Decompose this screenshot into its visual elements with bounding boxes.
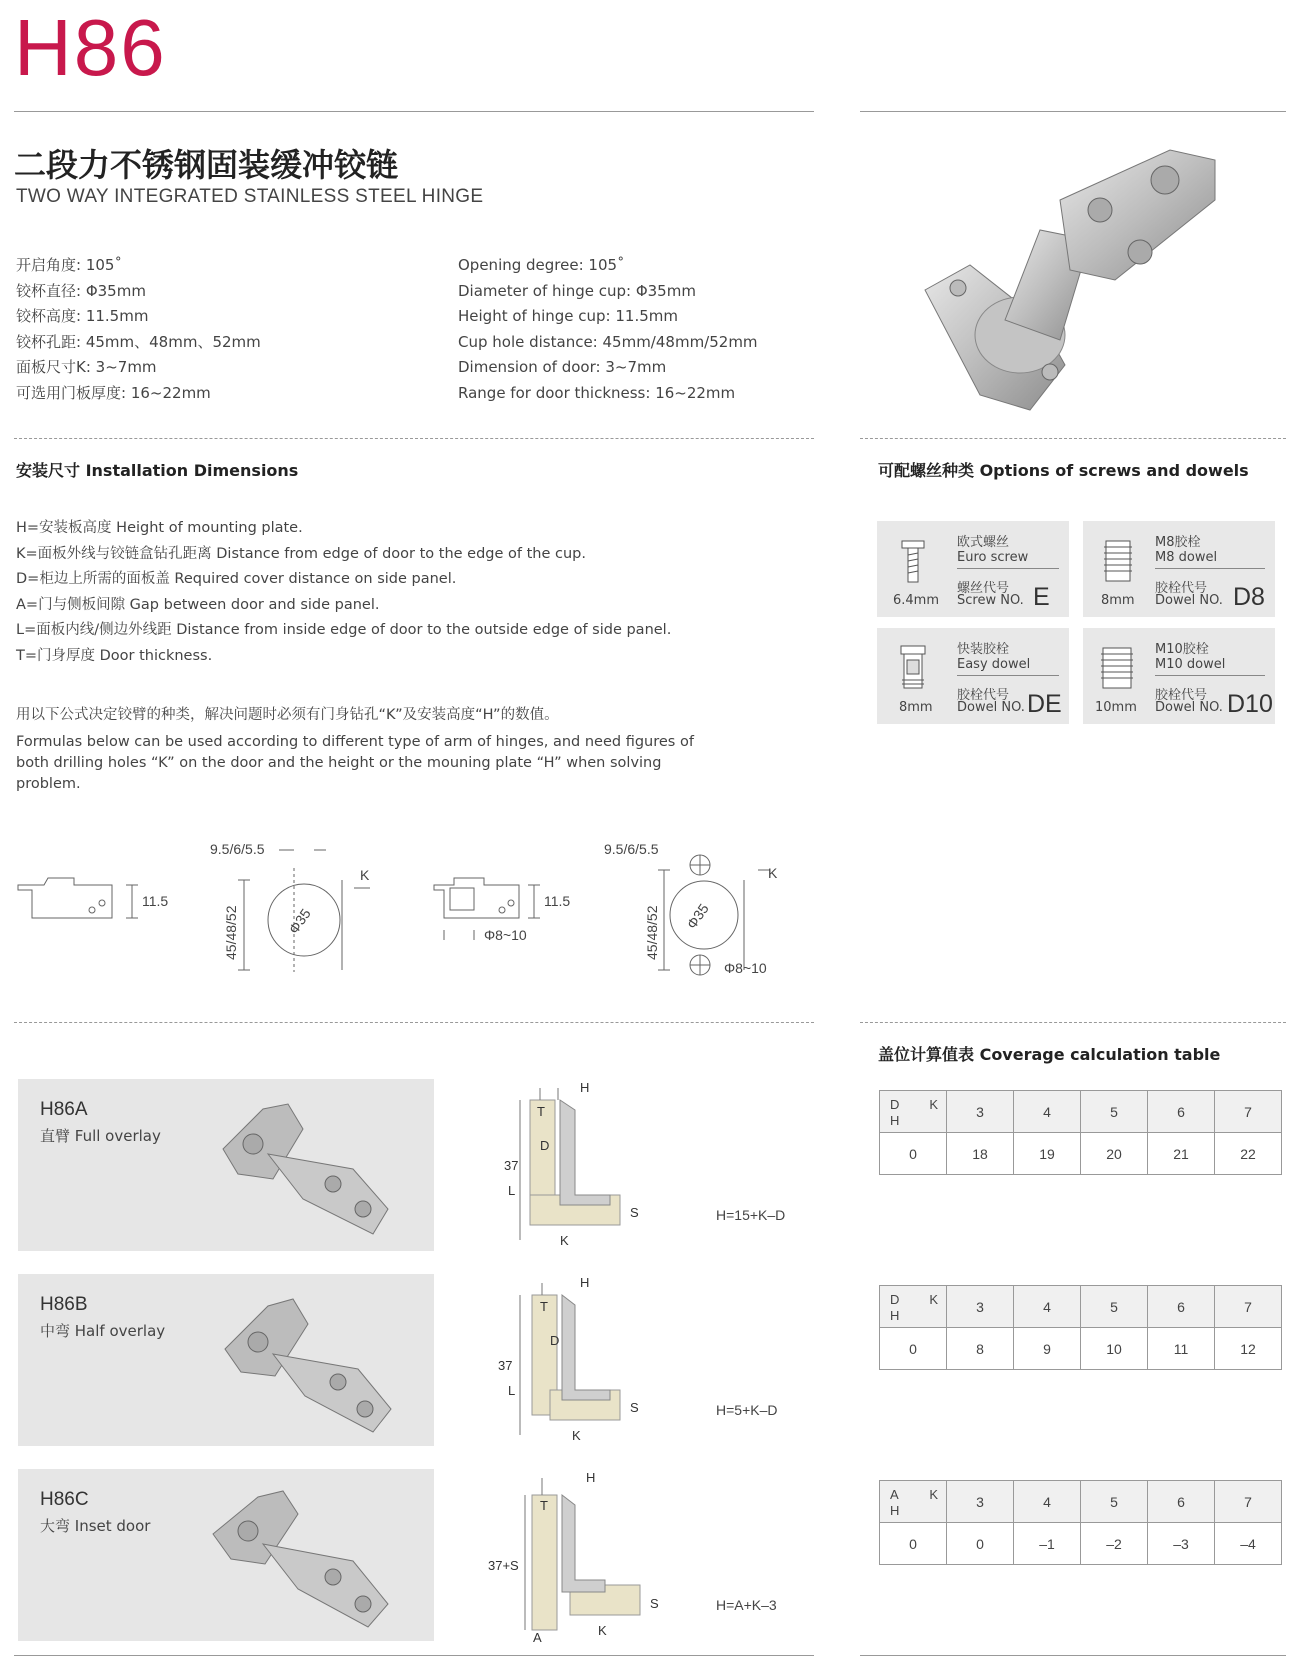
- definition-line: H=安装板高度 Height of mounting plate.: [16, 520, 303, 536]
- screw-code: D8: [1233, 583, 1265, 611]
- definition-line: K=面板外线与铰链盒钻孔距离 Distance from edge of door to the edge of the cup.: [16, 545, 586, 562]
- hinge-b-image: [213, 1284, 413, 1434]
- screw-name-cn: 欧式螺丝: [957, 535, 1010, 550]
- screw-name-en: M10 dowel: [1155, 657, 1226, 672]
- label-l: L: [508, 1383, 516, 1398]
- definition-line: A=门与侧板间隙 Gap between door and side panel.: [16, 596, 380, 613]
- k-value: 3: [947, 1286, 1014, 1328]
- h-value: 20: [1081, 1133, 1148, 1175]
- m8-dowel-icon: [1101, 539, 1135, 585]
- h-value: –4: [1215, 1523, 1282, 1565]
- corner-row-label: D: [890, 1292, 900, 1307]
- screw-card-easy: [877, 628, 1069, 724]
- k-value: 7: [1215, 1481, 1282, 1523]
- screw-card-m10: [1083, 628, 1275, 724]
- label-37: 37: [504, 1158, 519, 1173]
- dim-k-1: K: [360, 867, 370, 883]
- label-h: H: [580, 1275, 590, 1290]
- easy-dowel-icon: [897, 644, 929, 694]
- h-value: 21: [1148, 1133, 1215, 1175]
- title-cn: 二段力不锈钢固装缓冲铰链: [14, 146, 399, 184]
- label-37: 37: [498, 1358, 513, 1373]
- table-corner: [880, 1091, 947, 1133]
- screw-name-en: Euro screw: [957, 550, 1029, 565]
- screw-code-label-en: Screw NO.: [957, 593, 1024, 608]
- screw-code-label-en: Dowel NO.: [957, 700, 1025, 715]
- dash-rule-2-left: [14, 1022, 814, 1023]
- h-value: 12: [1215, 1328, 1282, 1370]
- screw-name-cn: M8胶栓: [1155, 535, 1201, 550]
- formula-c: H=A+K–3: [716, 1597, 777, 1613]
- variant-card-h86b: [18, 1274, 434, 1446]
- table-row: [880, 1523, 1282, 1565]
- screw-size: 10mm: [1095, 700, 1137, 715]
- label-t: T: [540, 1299, 548, 1314]
- dim-dowel-2: Φ8~10: [724, 960, 767, 976]
- variant-code: H86C: [40, 1489, 89, 1510]
- screw-code-label-cn: 胶栓代号: [1155, 581, 1208, 596]
- install-heading: 安装尺寸 Installation Dimensions: [16, 461, 299, 480]
- k-value: 4: [1014, 1286, 1081, 1328]
- spec-en-line: Opening degree: 105˚: [458, 256, 625, 274]
- variant-code: H86A: [40, 1099, 88, 1120]
- spec-en-line: Cup hole distance: 45mm/48mm/52mm: [458, 332, 758, 351]
- label-h: H: [580, 1080, 590, 1095]
- spec-cn-line: 可选用门板厚度: 16~22mm: [16, 383, 211, 402]
- h-value: 0: [947, 1523, 1014, 1565]
- label-d: D: [540, 1138, 550, 1153]
- corner-row-label: A: [890, 1487, 899, 1502]
- specs-cn: [16, 253, 261, 406]
- label-s: S: [650, 1596, 659, 1611]
- label-k: K: [560, 1233, 569, 1248]
- h-value: 10: [1081, 1328, 1148, 1370]
- corner-k-label: K: [929, 1292, 938, 1307]
- dash-rule-1-left: [14, 438, 814, 439]
- h-value: –1: [1014, 1523, 1081, 1565]
- label-k: K: [598, 1623, 607, 1638]
- hinge-c-image: [203, 1479, 413, 1629]
- label-t: T: [540, 1498, 548, 1513]
- screw-card-euro: [877, 521, 1069, 617]
- row-label-value: 0: [880, 1523, 947, 1565]
- spec-en-line: Range for door thickness: 16~22mm: [458, 383, 736, 402]
- screw-code-label-en: Dowel NO.: [1155, 700, 1223, 715]
- screw-code: D10: [1227, 690, 1273, 718]
- k-value: 3: [947, 1481, 1014, 1523]
- k-value: 5: [1081, 1091, 1148, 1133]
- spec-en-line: Dimension of door: 3~7mm: [458, 358, 667, 376]
- formula-note-cn: 用以下公式决定铰臂的种类，解决问题时必须有门身钻孔“K”及安装高度“H”的数值。: [16, 707, 559, 723]
- table-header-row: [880, 1091, 1282, 1133]
- corner-h-label: H: [890, 1308, 900, 1323]
- k-value: 5: [1081, 1481, 1148, 1523]
- row-label-value: 0: [880, 1328, 947, 1370]
- variant-code: H86B: [40, 1294, 88, 1315]
- k-value: 4: [1014, 1091, 1081, 1133]
- install-definitions: [16, 516, 671, 669]
- euro-screw-icon: [899, 539, 927, 585]
- dim-hole-distance-1: 45/48/52: [223, 905, 239, 960]
- label-l: L: [508, 1183, 516, 1198]
- dim-hole-distance-2: 45/48/52: [644, 905, 660, 960]
- dash-rule-2-right: [860, 1022, 1286, 1023]
- k-value: 6: [1148, 1481, 1215, 1523]
- bottom-rule-left: [14, 1655, 814, 1656]
- table-corner: [880, 1286, 947, 1328]
- variant-label: 直臂 Full overlay: [40, 1127, 161, 1145]
- screw-card-m8: [1083, 521, 1275, 617]
- spec-en-line: Height of hinge cup: 11.5mm: [458, 307, 678, 325]
- corner-h-label: H: [890, 1503, 900, 1518]
- table-header-row: [880, 1286, 1282, 1328]
- label-a: A: [533, 1630, 542, 1645]
- label-s: S: [630, 1400, 639, 1415]
- screw-code-label-cn: 胶栓代号: [1155, 688, 1208, 703]
- spec-cn-line: 铰杯高度: 11.5mm: [16, 307, 149, 325]
- formula-b: H=5+K–D: [716, 1402, 778, 1418]
- dash-rule-1-right: [860, 438, 1286, 439]
- definition-line: T=门身厚度 Door thickness.: [16, 647, 213, 664]
- coverage-table-c: [879, 1480, 1282, 1565]
- coverage-heading: 盖位计算值表 Coverage calculation table: [878, 1045, 1221, 1064]
- label-k: K: [572, 1428, 581, 1443]
- screw-code: DE: [1027, 690, 1062, 718]
- top-rule-left: [14, 111, 814, 112]
- label-37s: 37+S: [488, 1558, 519, 1573]
- screw-name-en: M8 dowel: [1155, 550, 1218, 565]
- variant-card-h86a: [18, 1079, 434, 1251]
- h-value: –2: [1081, 1523, 1148, 1565]
- specs-en: [458, 253, 758, 406]
- table-row: [880, 1133, 1282, 1175]
- hinge-a-image: [213, 1089, 413, 1239]
- top-rule-right: [860, 111, 1286, 112]
- m10-dowel-icon: [1099, 646, 1135, 692]
- h-value: 19: [1014, 1133, 1081, 1175]
- coverage-table-a: [879, 1090, 1282, 1175]
- k-value: 4: [1014, 1481, 1081, 1523]
- row-label-value: 0: [880, 1133, 947, 1175]
- k-value: 3: [947, 1091, 1014, 1133]
- card-divider: [957, 568, 1059, 569]
- screw-name-cn: M10胶栓: [1155, 642, 1209, 657]
- coverage-table-b: [879, 1285, 1282, 1370]
- model-code: H86: [14, 3, 167, 92]
- dim-diameter-2: Φ35: [683, 900, 712, 932]
- k-value: 5: [1081, 1286, 1148, 1328]
- card-divider: [957, 675, 1059, 676]
- definition-line: D=柜边上所需的面板盖 Required cover distance on side panel.: [16, 571, 457, 587]
- dim-diameter-1: Φ35: [285, 905, 314, 937]
- variant-label: 大弯 Inset door: [40, 1517, 151, 1535]
- corner-row-label: D: [890, 1097, 900, 1112]
- h-value: 8: [947, 1328, 1014, 1370]
- formula-a: H=15+K–D: [716, 1207, 786, 1223]
- card-divider: [1155, 675, 1265, 676]
- corner-k-label: K: [929, 1487, 938, 1502]
- dim-k-2: K: [768, 865, 778, 881]
- variant-card-h86c: [18, 1469, 434, 1641]
- dim-cup-height-2: 11.5: [544, 893, 571, 909]
- h-value: 18: [947, 1133, 1014, 1175]
- dim-offset-1: 9.5/6/5.5: [210, 841, 265, 857]
- screw-code: E: [1033, 583, 1050, 611]
- dim-dowel-1: Φ8~10: [484, 927, 527, 943]
- diagram-half-overlay: [480, 1275, 680, 1445]
- spec-cn-line: 面板尺寸K: 3~7mm: [16, 358, 157, 376]
- corner-k-label: K: [929, 1097, 938, 1112]
- table-header-row: [880, 1481, 1282, 1523]
- h-value: 9: [1014, 1328, 1081, 1370]
- bottom-rule-right: [860, 1655, 1286, 1656]
- definition-line: L=面板内线/侧边外线距 Distance from inside edge of door to the outside edge of side panel.: [16, 622, 672, 638]
- install-dimension-diagrams: [14, 830, 814, 990]
- label-s: S: [630, 1205, 639, 1220]
- k-value: 7: [1215, 1286, 1282, 1328]
- table-corner: [880, 1481, 947, 1523]
- k-value: 7: [1215, 1091, 1282, 1133]
- table-row: [880, 1328, 1282, 1370]
- label-t: T: [537, 1104, 545, 1119]
- card-divider: [1155, 568, 1265, 569]
- h-value: –3: [1148, 1523, 1215, 1565]
- screw-code-label-en: Dowel NO.: [1155, 593, 1223, 608]
- label-d: D: [550, 1333, 560, 1348]
- k-value: 6: [1148, 1091, 1215, 1133]
- spec-en-line: Diameter of hinge cup: Φ35mm: [458, 281, 696, 300]
- spec-cn-line: 铰杯直径: Φ35mm: [16, 281, 146, 300]
- screw-name-cn: 快装胶栓: [957, 642, 1010, 657]
- screw-size: 8mm: [899, 700, 933, 715]
- k-value: 6: [1148, 1286, 1215, 1328]
- formula-note-en: Formulas below can be used according to different type of arm of hinges, and need figures of both drilling holes “K” on the door and the height or the mouning plate “H” when solving problem.: [16, 734, 694, 792]
- diagram-full-overlay: [480, 1080, 680, 1250]
- screw-size: 6.4mm: [893, 593, 940, 608]
- spec-cn-line: 铰杯孔距: 45mm、48mm、52mm: [16, 332, 261, 351]
- screw-name-en: Easy dowel: [957, 657, 1031, 672]
- hinge-product-image: [920, 140, 1220, 415]
- spec-cn-line: 开启角度: 105˚: [16, 256, 122, 274]
- screws-heading: 可配螺丝种类 Options of screws and dowels: [878, 461, 1249, 480]
- screw-code-label-cn: 胶栓代号: [957, 688, 1010, 703]
- corner-h-label: H: [890, 1113, 900, 1128]
- variant-label: 中弯 Half overlay: [40, 1322, 166, 1340]
- h-value: 22: [1215, 1133, 1282, 1175]
- dim-offset-2: 9.5/6/5.5: [604, 841, 659, 857]
- dim-cup-height-1: 11.5: [142, 893, 169, 909]
- label-h: H: [586, 1470, 596, 1485]
- screw-code-label-cn: 螺丝代号: [957, 581, 1010, 596]
- diagram-inset-door: [480, 1470, 680, 1645]
- screw-size: 8mm: [1101, 593, 1135, 608]
- h-value: 11: [1148, 1328, 1215, 1370]
- title-en: TWO WAY INTEGRATED STAINLESS STEEL HINGE: [16, 186, 484, 207]
